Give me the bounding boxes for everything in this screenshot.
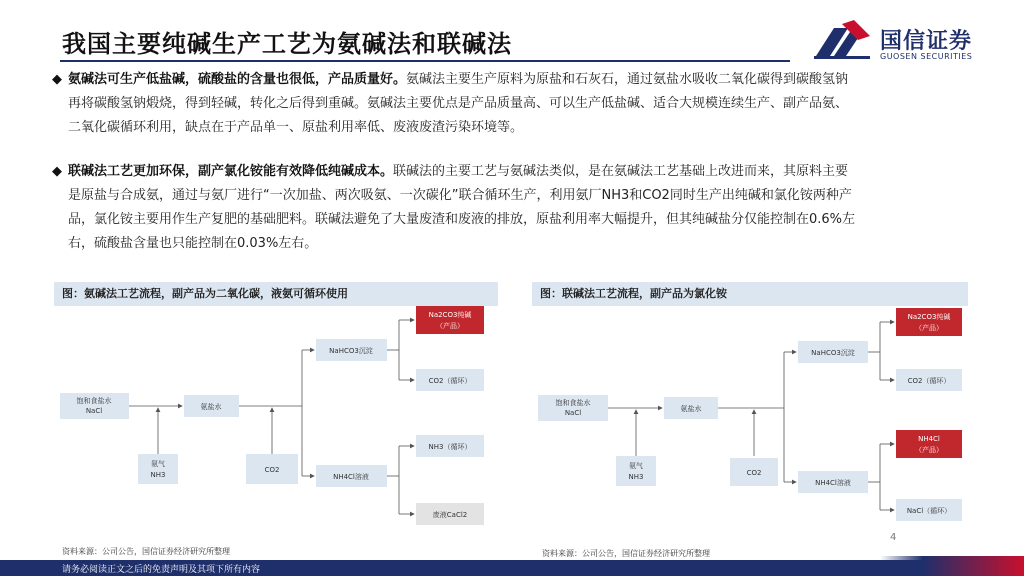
node-ammonia-label: 氨气 [151, 460, 165, 468]
logo-name-cn: 国信证券 [880, 29, 973, 54]
bullet-text: 右，硫酸盐含量也只能控制在0.03%左右。 [68, 236, 318, 251]
node-co2-cycle-label: CO2（循环） [907, 377, 951, 385]
node-ammonia [616, 456, 656, 486]
bullet-lead: 氨碱法可生产低盐碱，硫酸盐的含量也很低，产品质量好。 [68, 72, 407, 87]
node-nh4cl-label: NH4Cl溶液 [815, 479, 851, 487]
node-nahco3-label: NaHCO3沉淀 [329, 347, 373, 355]
node-cacl2-label: 废液CaCl2 [432, 511, 468, 519]
node-brine-formula: NaCl [85, 407, 103, 415]
node-brine-label: 饱和食盐水 [555, 399, 591, 407]
node-ammonia-formula: NH3 [150, 471, 166, 479]
bullet-paragraph-1 [52, 68, 986, 140]
footer-disclaimer: 请务必阅读正文之后的免责声明及其项下所有内容 [62, 565, 261, 575]
node-nh4cl-product-tag: （产品） [915, 446, 943, 454]
node-nahco3-label: NaHCO3沉淀 [811, 349, 855, 357]
bullet-diamond-icon: ◆ [52, 72, 62, 87]
figure-source: 资料来源：公司公告，国信证券经济研究所整理 [62, 547, 230, 556]
node-na2co3-tag: （产品） [436, 322, 464, 330]
node-na2co3-label: Na2CO3纯碱 [907, 313, 951, 321]
bullet-text: 品，氯化铵主要用作生产复肥的基础肥料。联碱法避免了大量废渣和废液的排放，原盐利用率大幅提升，但其纯碱盐分仅能控制在0.6%左 [68, 212, 856, 227]
title-underline [60, 60, 790, 62]
figure-combined-soda-process [532, 282, 968, 544]
node-nh4cl-label: NH4Cl溶液 [333, 473, 369, 481]
bullet-diamond-icon: ◆ [52, 164, 62, 179]
node-nacl-cycle-label: NaCl（循环） [906, 507, 952, 515]
figure-caption: 图：氨碱法工艺流程，副产品为二氧化碳，液氨可循环使用 [54, 282, 498, 306]
logo-name-en: GUOSEN SECURITIES [880, 52, 973, 61]
node-brine-label: 饱和食盐水 [76, 397, 112, 405]
node-co2-label: CO2 [264, 466, 280, 474]
bullet-paragraph-2 [52, 160, 986, 256]
guosen-logo-icon [812, 18, 876, 62]
node-ammonia-formula: NH3 [628, 473, 644, 481]
page-number: 4 [890, 532, 897, 543]
figure-caption: 图：联碱法工艺流程，副产品为氯化铵 [532, 282, 968, 306]
bullet-text: 二氧化碳循环利用，缺点在于产品单一、原盐利用率低、废液废渣污染环境等。 [68, 120, 524, 135]
flowchart-combined-soda [532, 282, 968, 544]
node-na2co3-label: Na2CO3纯碱 [428, 311, 472, 319]
node-co2-label: CO2 [746, 469, 762, 477]
node-ammonia-label: 氨气 [629, 462, 643, 470]
bullet-text: 是原盐与合成氨，通过与氨厂进行“一次加盐、两次吸氨、一次碳化”联合循环生产，利用氨厂NH3和CO2同时生产出纯碱和氯化铵两种产 [68, 188, 852, 203]
node-brine-formula: NaCl [564, 409, 582, 417]
company-logo [812, 18, 1002, 66]
node-na2co3-tag: （产品） [915, 324, 943, 332]
node-ammonia [138, 454, 178, 484]
node-nh3-cycle-label: NH3（循环） [428, 443, 472, 451]
node-nh4cl-product-label: NH4Cl [918, 435, 940, 443]
page-title: 我国主要纯碱生产工艺为氨碱法和联碱法 [62, 30, 512, 58]
bullet-lead: 联碱法工艺更加环保，副产氯化铵能有效降低纯碱成本。 [68, 164, 394, 179]
bullet-text: 再将碳酸氢钠煅烧，得到轻碱，转化之后得到重碱。氨碱法主要优点是产品质量高、可以生产低盐碱、适合大规模连续生产、副产品氨、 [68, 96, 849, 111]
figure-ammonia-soda-process [54, 282, 498, 544]
bullet-text: 联碱法的主要工艺与氨碱法类似，是在氨碱法工艺基础上改进而来，其原料主要 [393, 164, 849, 179]
flowchart-ammonia-soda [54, 282, 498, 544]
node-ammonia-water-label: 氨盐水 [680, 405, 702, 413]
node-co2-cycle-label: CO2（循环） [428, 377, 472, 385]
bullet-text: 氨碱法主要生产原料为原盐和石灰石，通过氨盐水吸收二氧化碳得到碳酸氢钠 [406, 72, 849, 87]
node-ammonia-water-label: 氨盐水 [200, 403, 222, 411]
figure-source: 资料来源：公司公告，国信证券经济研究所整理 [542, 549, 710, 558]
footer-accent [880, 556, 1024, 576]
